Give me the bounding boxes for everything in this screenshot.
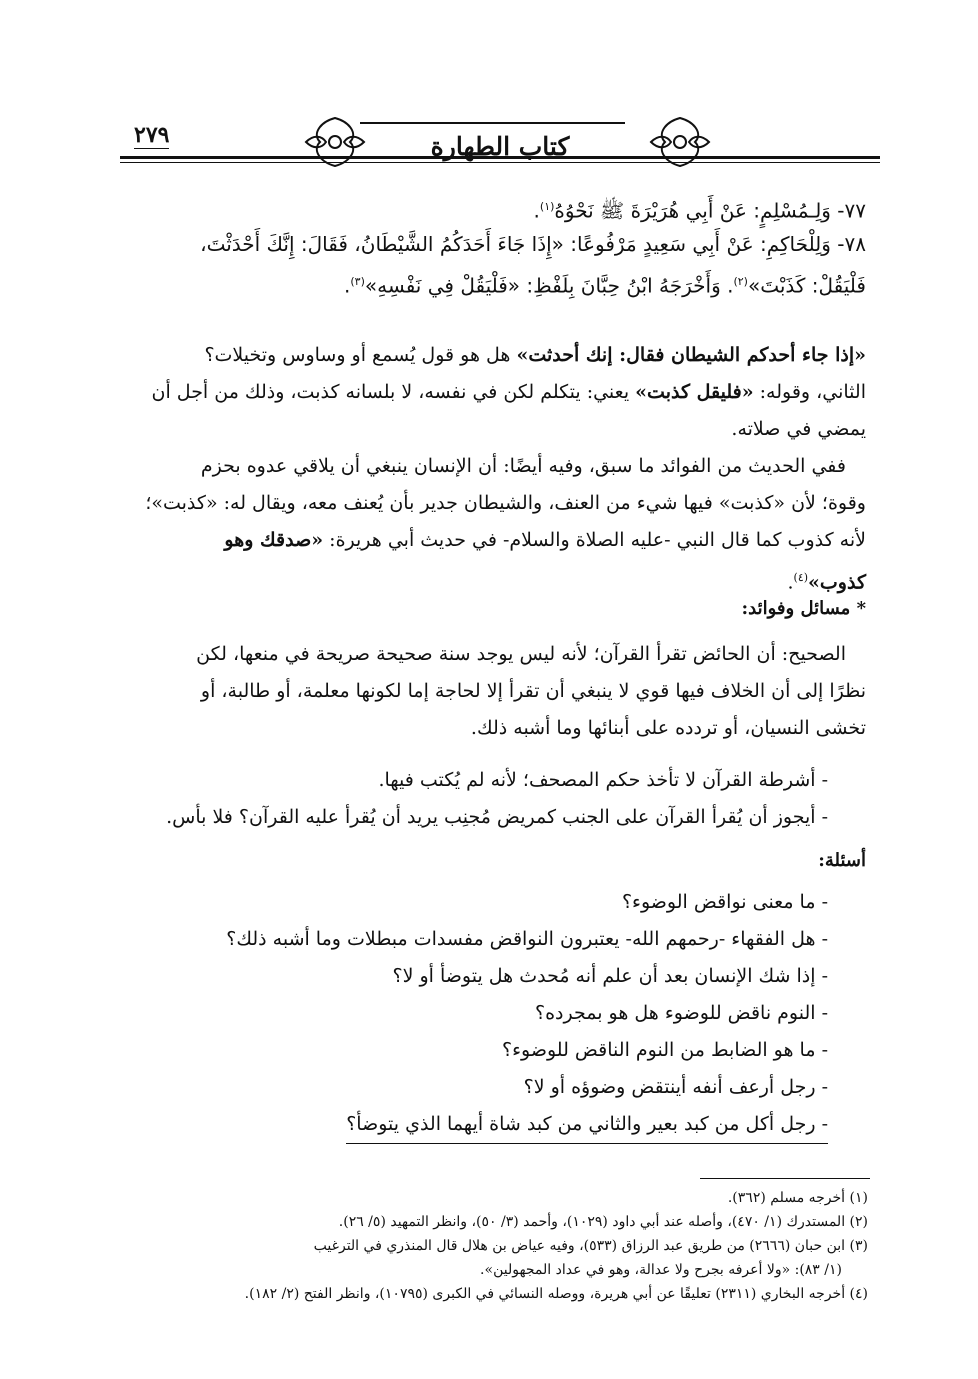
section-heading-questions: أسئلة:: [818, 850, 866, 871]
hadith-77-text: ٧٧- وَلِـمُسْلِمٍ: عَنْ أَبِي هُرَيْرَةَ ﷺ نَحْوُهُ: [554, 198, 866, 223]
quoted-hadith: «صدقك وهو: [224, 529, 324, 551]
header-bottom-rule-thin: [120, 162, 880, 163]
commentary-paragraph-1: [106, 337, 866, 448]
question-item: - إذا شك الإنسان بعد أن علم أنه مُحدث هل يتوضأ أو لا؟: [392, 965, 828, 987]
footnote-ref: (١): [539, 200, 555, 213]
sahih-line: الصحيح: أن الحائض تقرأ القرآن؛ لأنه ليس يوجد سنة صحيحة صريحة في منعها، لكن: [196, 643, 846, 665]
commentary-text: الثاني، وقوله:: [753, 381, 866, 403]
footnote-separator: [700, 1178, 870, 1179]
question-item: - ما معنى نواقض الوضوء؟: [621, 891, 828, 913]
hadith-78-line2b: . وَأَخْرَجَهُ ابْنُ حِبَّانَ بِلَفْظِ: «فَلْيَقُلْ فِي نَفْسِهِ»: [364, 273, 734, 298]
quoted-hadith: كذوب»: [808, 571, 866, 594]
quoted-hadith: «إذا جاء أحدكم الشيطان فقال: إنك أحدثت»: [516, 344, 866, 366]
hadith-78-line1: ٧٨- وَلِلْحَاكِمِ: عَنْ أَبِي سَعِيدٍ مَرْفُوعًا: «إِذَا جَاءَ أَحَدَكُمُ الشَّيْطَانُ، فَقَالَ: إِنَّكَ أَحْدَثْتَ،: [200, 232, 866, 256]
quoted-hadith: «فليقل كذبت»: [635, 381, 754, 403]
footnote-4: (٤) أخرجه البخاري (٢٣١١) تعليقًا عن أبي هريرة، ووصله النسائي في الكبرى (١٠٧٩٥)، وانظر الفتح (٢/ ١٨٢).: [244, 1286, 868, 1302]
floral-ornament-icon: [645, 112, 715, 172]
commentary-text: وقوة؛ لأن «كذبت» فيها شيء من العنف، والشيطان جدير بأن يُعنف معه، ويقال له: «كذبت»؛: [145, 492, 866, 514]
question-item: - ما هو الضابط من النوم الناقض للوضوء؟: [502, 1039, 828, 1061]
section-heading-masail: * مسائل وفوائد:: [741, 598, 866, 619]
bullet-text: - أشرطة القرآن لا تأخذ حكم المصحف؛ لأنه لم يُكتب فيها.: [378, 769, 828, 791]
commentary-text: .: [787, 571, 794, 594]
commentary-text: ففي الحديث من الفوائد ما سبق، وفيه أيضًا: أن الإنسان ينبغي أن يلاقي عدوه بحزم: [200, 455, 846, 477]
floral-ornament-icon: [300, 112, 370, 172]
commentary-text: يعني: يتكلم لكن في نفسه، لا بلسانه كذبت، وذلك من أجل أن: [151, 381, 636, 403]
sahih-paragraph: [106, 636, 866, 747]
footnote-ref: (٢): [733, 275, 748, 288]
commentary-text: يمضي في صلاته.: [731, 418, 866, 440]
bullet-item: [68, 799, 828, 836]
hadith-78-line2a: فَلْيَقُلْ: كَذَبْتَ»: [747, 273, 866, 298]
page-header: [120, 112, 880, 192]
commentary-text: لأنه كذوب كما قال النبي -عليه الصلاة والسلام- في حديث أبي هريرة:: [323, 529, 866, 551]
footnote-ref: (٤): [793, 571, 809, 584]
footnote-1: (١) أخرجه مسلم (٣٦٢).: [727, 1190, 868, 1206]
header-top-rule: [360, 122, 625, 124]
sahih-line: تخشى النسيان، أو تردده على أبنائها وما أشبه ذلك.: [470, 717, 866, 739]
hadith-78: ٧٨- وَلِلْحَاكِمِ: عَنْ أَبِي سَعِيدٍ مَرْفُوعًا: «إِذَا جَاءَ أَحَدَكُمُ الشَّيْطَانُ، فَقَالَ: إِنَّكَ أَحْدَثْتَ، فَلْيَقُلْ: كَذَبْتَ»$^{(٢)}$. وَأَخْرَجَهُ ابْنُ حِبَّانَ بِلَفْظِ: «فَلْيَقُلْ فِي نَفْسِهِ»$^{(٣)}$.: [106, 226, 866, 305]
hadith-77: ٧٧- وَلِـمُسْلِمٍ: عَنْ أَبِي هُرَيْرَةَ ﷺ نَحْوُهُ$^{(١)}$.: [533, 198, 866, 223]
commentary-paragraph-2: [106, 448, 866, 601]
running-title: كتاب الطهارة: [430, 132, 570, 161]
sahih-line: نظرًا إلى أن الخلاف فيها قوي لا ينبغي أن تقرأ إلا لحاجة إما لكونها معلمة، أو طالبة، أو: [200, 680, 866, 702]
footnote-3: (٣) ابن حبان (٢٦٦٦) من طريق عبد الرزاق (٥٣٣)، وفيه عياض بن هلال قال المنذري في الترغيب: [313, 1238, 868, 1254]
page-number: ٢٧٩: [134, 122, 170, 148]
question-item: - رجل أرعف أنفه أينتقض وضوؤه أو لا؟: [523, 1076, 828, 1098]
footnote-ref: (٣): [350, 275, 365, 288]
commentary-text: هل هو قول يُسمع أو وساوس وتخيلات؟: [204, 344, 517, 366]
footnote-2: (٢) المستدرك (١/ ٤٧٠)، وأصله عند أبي داود (١٠٢٩)، وأحمد (٣/ ٥٠)، وانظر التمهيد (٥/ ٢٦).: [338, 1214, 868, 1230]
footnote-3-continued: (١/ ٨٣): «ولا أعرفه بجرح ولا عدالة، وهو في عداد المجهولين».: [480, 1262, 842, 1278]
questions-list: [128, 884, 828, 1144]
question-item: - هل الفقهاء -رحمهم الله- يعتبرون النواقض مفسدات مبطلات وما أشبه ذلك؟: [226, 928, 828, 950]
bullet-text: - أيجوز أن يُقرأ القرآن على الجنب كمريض مُجنِب يريد أن يُقرأ عليه القرآن؟ فلا بأس.: [166, 806, 828, 828]
footnotes: [108, 1186, 868, 1306]
question-item: - النوم ناقض للوضوء هل هو بمجرده؟: [534, 1002, 828, 1024]
bullet-item: [68, 762, 828, 799]
question-item: - رجل أكل من كبد بعير والثاني من كبد شاة أيهما الذي يتوضأ؟: [346, 1106, 828, 1144]
